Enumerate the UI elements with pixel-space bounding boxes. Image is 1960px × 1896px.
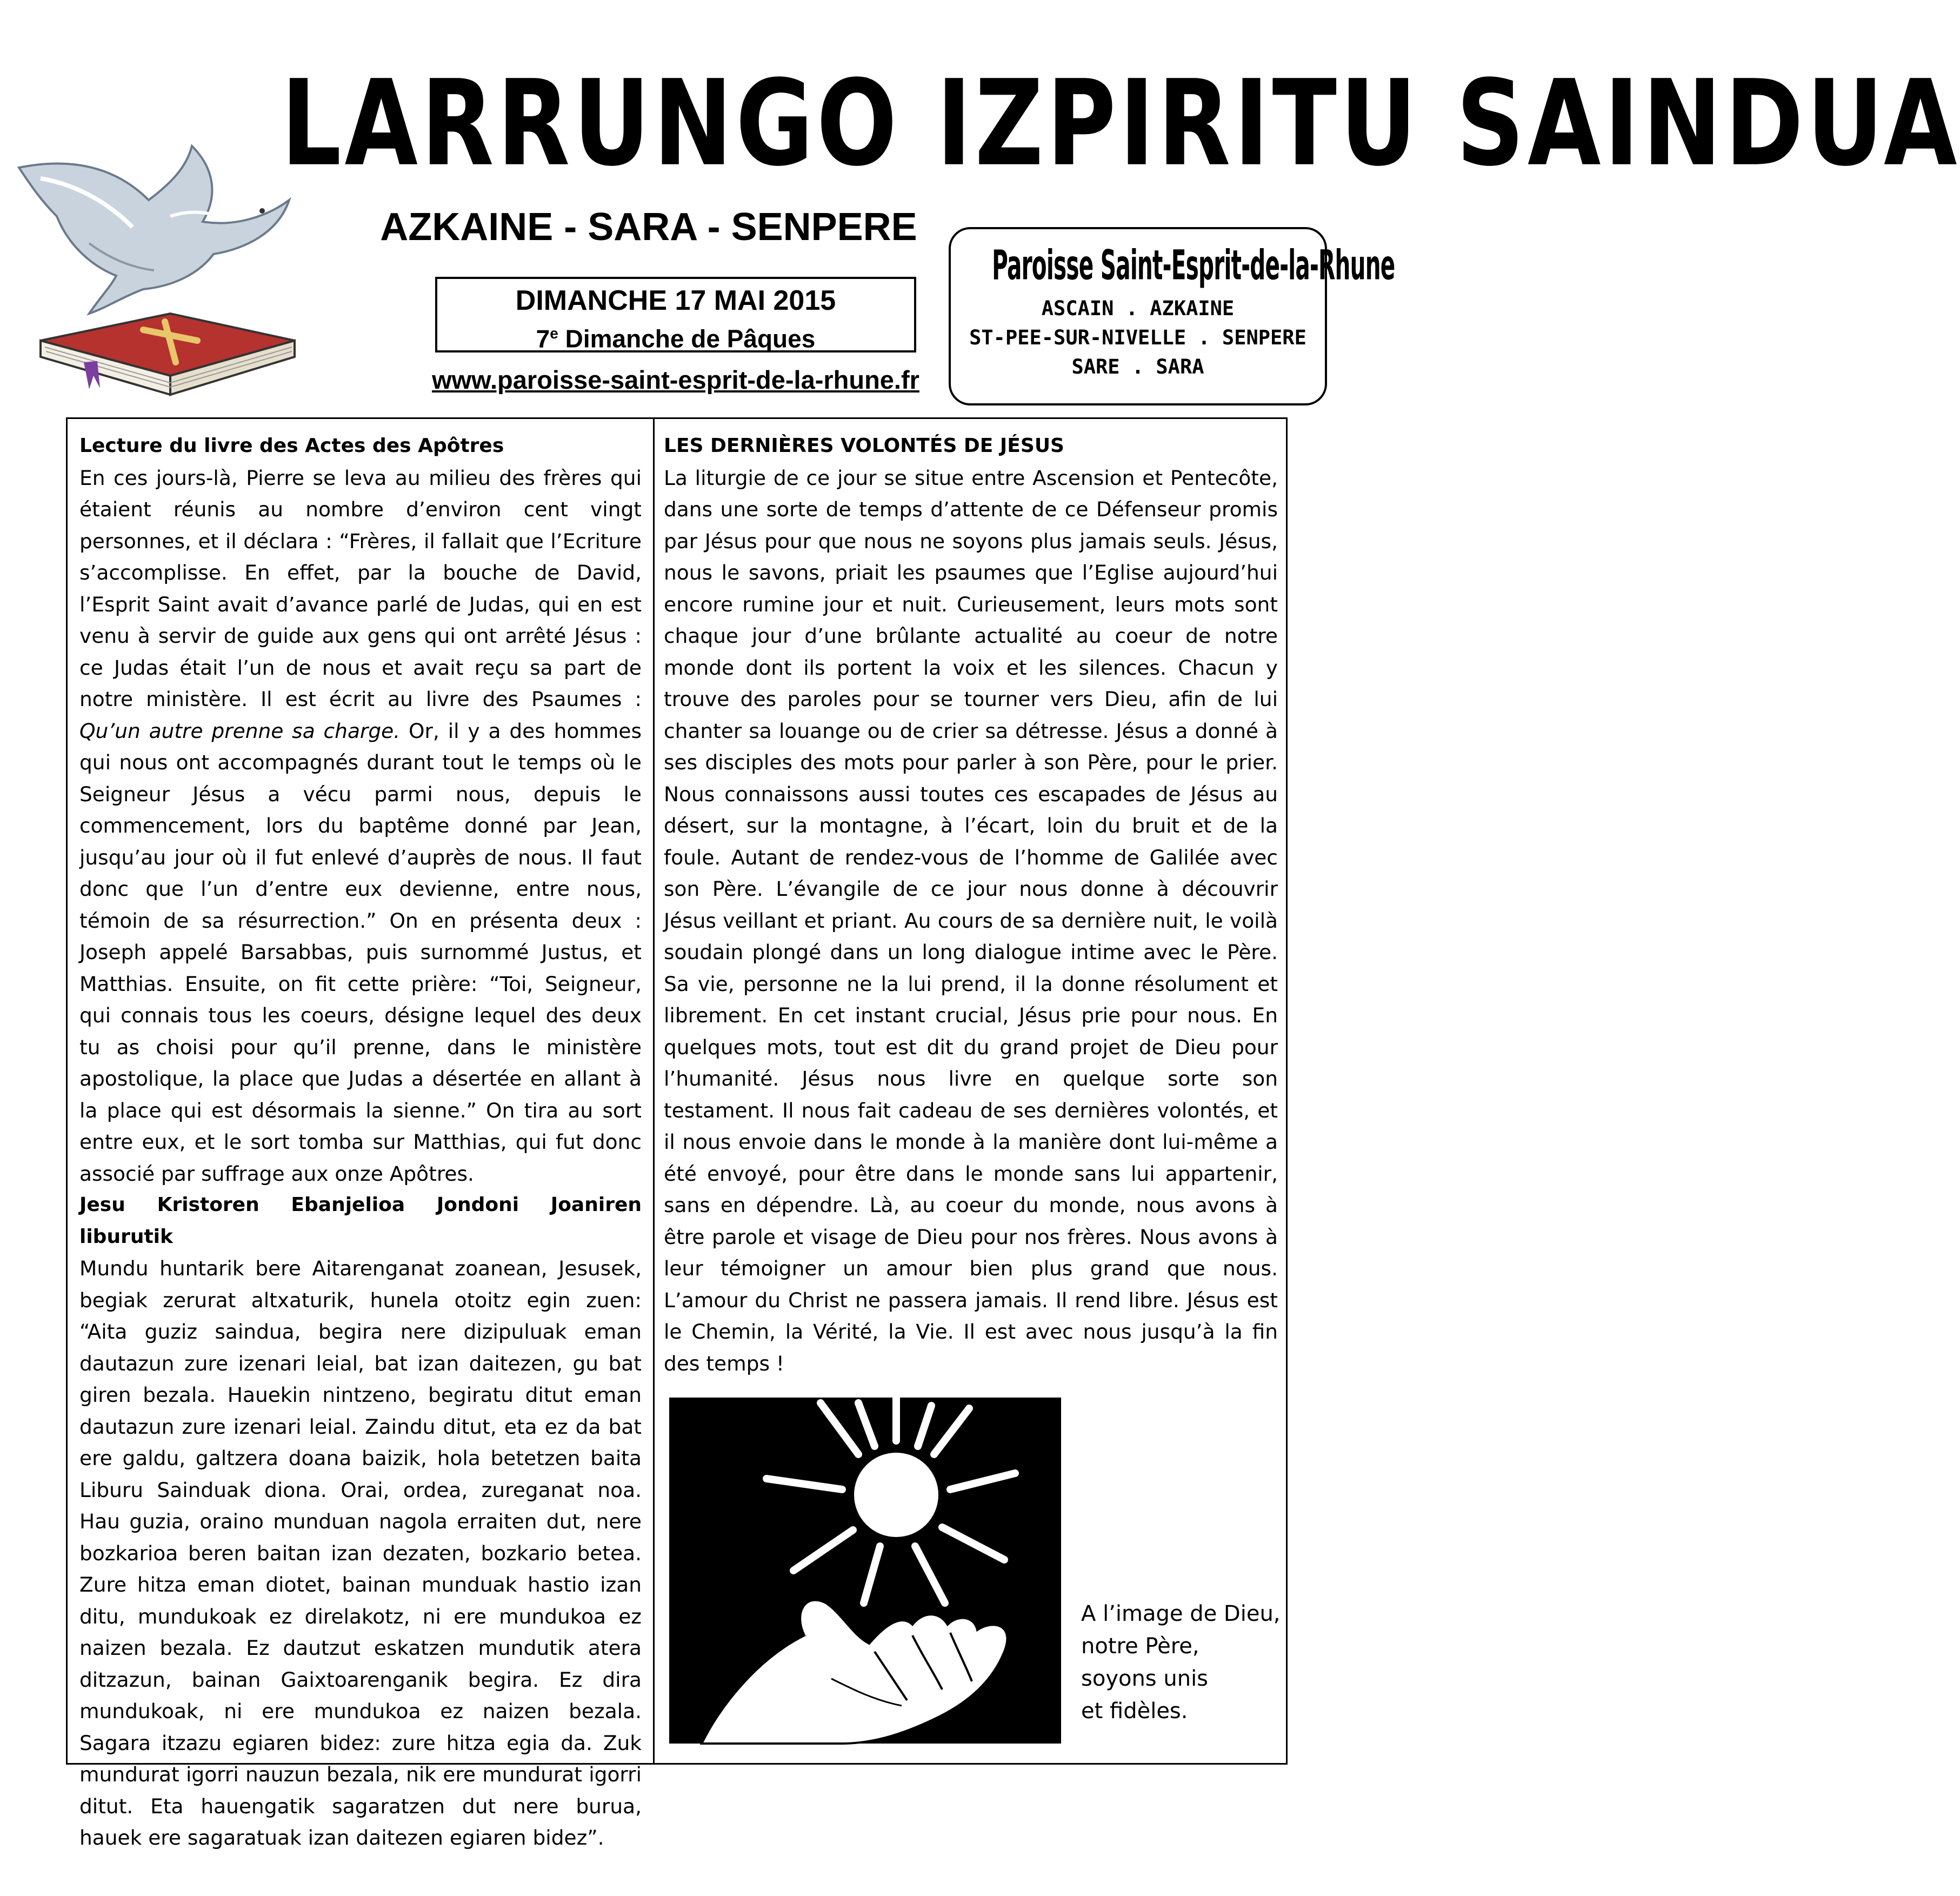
masthead-title: LARRUNGO IZPIRITU SAINDUA <box>281 55 1960 193</box>
reading-text-part: Or, il y a des hommes qui nous ont accompagnés durant tout le temps où le Seigneur Jésus a vécu parmi nous, depuis le commencement, lors du baptême donné par Jean, jusqu’au jour où il fut enlevé d’auprès de nous. Il faut donc que l’un d’entre eux devienne, entre nous, témoin de sa résurrection.” On en présenta deux : Joseph appelé Barsabbas, puis surnommé Justus, et Matthias. Ensuite, on fit cette prière: “Toi, Seigneur, qui connais tous les coeurs, désigne lequel des deux tu as choisi pour qu’il prenne, dans le ministère apostolique, la place que Judas a désertée en allant à la place qui est désormais la sienne.” On tira au sort entre eux, et le sort tomba sur Matthias, qui fut donc associé par suffrage aux onze Apôtres. <box>79 719 642 1186</box>
right-column <box>664 430 1278 1379</box>
caption-line: A l’image de Dieu, <box>1081 1601 1281 1626</box>
reading-title: Lecture du livre des Actes des Apôtres <box>79 435 504 457</box>
caption-line: et fidèles. <box>1081 1699 1188 1724</box>
sunday-label: Dimanche de Pâques <box>558 324 816 353</box>
caption-line: notre Père, <box>1081 1634 1199 1659</box>
bible-icon <box>41 314 295 395</box>
reading-text-part: En ces jours-là, Pierre se leva au milieu des frères qui étaient réunis au nombre d’environ cent vingt personnes, et il déclara : “Frères, il fallait que l’Ecriture s’accomplisse. En effet, par la bouche de David, l’Esprit Saint avait d’avance parlé de Judas, qui en est venu à servir de guide aux gens qui ont arrêté Jésus : ce Judas était l’un de nous et avait reçu sa part de notre ministère. Il est écrit au livre des Psaumes : <box>79 465 642 711</box>
reflection-text: La liturgie de ce jour se situe entre Ascension et Pentecôte, dans une sorte de temps d’attente de ce Défenseur promis par Jésus pour que nous ne soyons plus jamais seuls. Jésus, nous le savons, priait les psaumes que l’Eglise aujourd’hui encore rumine jour et nuit. Curieusement, leurs mots sont chaque jour d’une brûlante actualité au coeur de notre monde dont ils portent la voix et les silences. Chacun y trouve des paroles pour se tourner vers Dieu, afin de lui chanter sa louange ou de crier sa détresse. Jésus a donné à ses disciples des mots pour parler à son Père, pour le prier. Nous connaissons aussi toutes ces escapades de Jésus au désert, sur la montagne, à l’écart, loin du bruit et de la foule. Autant de rendez-vous de l’homme de Galilée avec son Père. L’évangile de ce jour nous donne à découvrir Jésus veillant et priant. Au cours de sa dernière nuit, le voilà soudain plongé dans un long dialogue intime avec le Père. Sa vie, personne ne la lui prend, il la donne résolument et librement. En cet instant crucial, Jésus prie pour nous. En quelques mots, tout est dit du grand projet de Dieu pour l’humanité. Jésus nous livre en quelque sorte son testament. Il nous fait cadeau de ses dernières volontés, et il nous envoie dans le monde à la manière dont lui-même a été envoyé, pour être dans le monde sans lui appartenir, sans en dépendre. Là, au coeur du monde, nous avons à être parole et visage de Dieu pour nos frères. Nous avons à leur témoigner un amour bien plus grand que nous. L’amour du Christ ne passera jamais. Il rend libre. Jésus est le Chemin, la Vérité, la Vie. Il est avec nous jusqu’à la fin des temps ! <box>664 465 1278 1375</box>
dove-and-bible-illustration <box>8 135 311 400</box>
column-divider <box>653 417 655 1765</box>
left-column <box>79 430 642 1854</box>
gospel-title: Jesu Kristoren Ebanjelioa Jondoni Joaniren liburutik <box>79 1194 642 1248</box>
caption-line: soyons unis <box>1081 1666 1209 1691</box>
reflection-title: LES DERNIÈRES VOLONTÉS DE JÉSUS <box>664 435 1064 457</box>
website-link[interactable]: www.paroisse-saint-esprit-de-la-rhune.fr <box>432 365 919 394</box>
sunday-number: 7 <box>536 324 550 353</box>
dove-icon <box>19 146 289 314</box>
date-text: DIMANCHE 17 MAI 2015 <box>515 285 836 316</box>
parish-box <box>949 227 1395 405</box>
parish-name: Paroisse Saint-Esprit-de-la-Rhune <box>992 242 1395 290</box>
first-reading-text <box>79 462 642 1190</box>
parish-villages-line: SARE . SARA <box>1071 355 1204 378</box>
parish-villages-line: ASCAIN . AZKAINE <box>1041 297 1235 320</box>
liturgical-sunday <box>437 319 914 353</box>
parish-villages-line: ST-PEE-SUR-NIVELLE . SENPERE <box>969 326 1306 349</box>
sunday-ordinal: e <box>550 325 558 342</box>
date-box <box>435 277 916 352</box>
villages-heading: AZKAINE - SARA - SENPERE <box>380 205 917 249</box>
sun-and-hand-illustration <box>669 1398 1061 1744</box>
reading-quote: Qu’un autre prenne sa charge. <box>79 719 401 743</box>
gospel-text: Mundu huntarik bere Aitarenganat zoanean, Jesusek, begiak zerurat altxaturik, hunela otoitz egin zuen: “Aita guziz saindua, begira nere dizipuluak eman dautazun zure izenari leial, bat izan daitezen, gu bat giren bezala. Hauekin nintzeno, begiratu ditut eman dautazun zure izenari leial. Zaindu ditut, eta ez da bat ere galdu, galtzera doana baizik, hola betetzen baita Liburu Sainduak diona. Orai, ordea, zureganat noa. Hau guzia, oraino munduan nagola erraiten dut, nere bozkarioa beren baitan izan dezaten, bozkario betea. Zure hitza eman diotet, bainan munduak hastio izan ditu, mundukoak ez direlakotz, ni ere mundukoa ez naizen bezala. Ez dautzut eskatzen mundutik atera ditzazun, bainan Gaixtoarenganik begira. Ez dira mundukoak, ni ere mundukoa ez naizen bezala. Sagara itzazu egiaren bidez: zure hitza egia da. Zuk mundurat igorri nauzun bezala, nik ere mundurat igorri ditut. Eta hauengatik sagaratzen dut nere burua, hauek ere sagaratuak izan daitezen egiaren bidez”. <box>79 1256 642 1850</box>
illustration-caption <box>1081 1598 1281 1727</box>
